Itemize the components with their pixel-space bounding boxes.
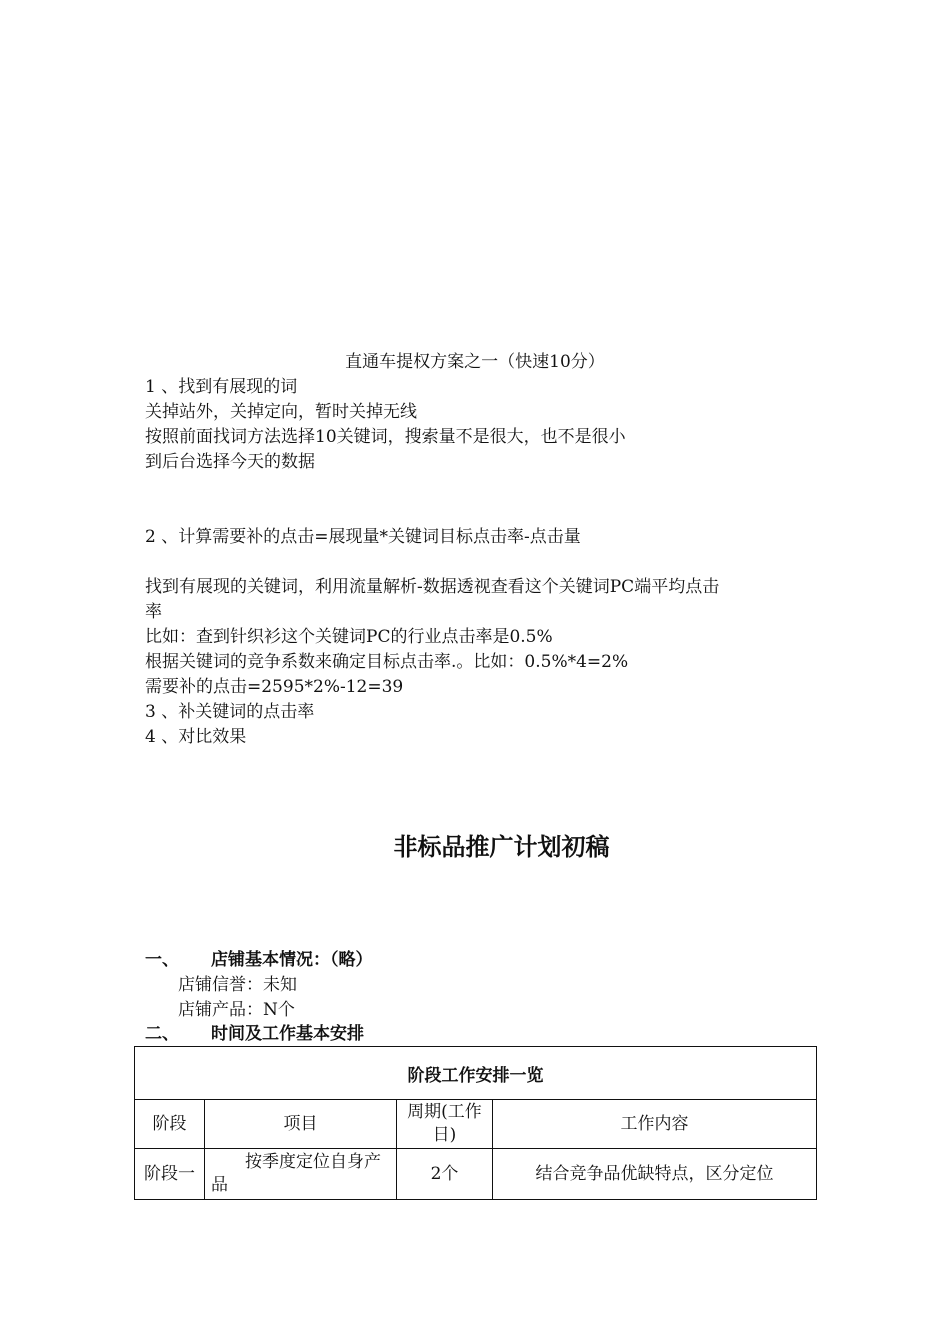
column-header-stage: 阶段 [135, 1100, 205, 1149]
schedule-table [134, 1046, 817, 1200]
body-line: 到后台选择今天的数据 [145, 452, 315, 472]
column-header-period: 周期(工作日) [397, 1100, 493, 1149]
shop-products-line: 店铺产品：N个 [178, 1000, 295, 1020]
body-line: 比如：查到针织衫这个关键词PC的行业点击率是0.5% [145, 627, 553, 647]
step-2-line: 2 、计算需要补的点击=展现量*关键词目标点击率-点击量 [145, 527, 581, 547]
doc-title-zhitongche: 直通车提权方案之一（快速10分） [345, 352, 605, 372]
section-heading-shop-info [145, 948, 373, 972]
step-4-line: 4 、对比效果 [145, 727, 247, 747]
body-line: 需要补的点击=2595*2%-12=39 [145, 677, 404, 697]
cell-content: 结合竞争品优缺特点，区分定位 [493, 1149, 817, 1200]
cell-item: 按季度定位自身产品 [205, 1149, 397, 1200]
section-heading-schedule [145, 1022, 364, 1046]
body-line: 率 [145, 602, 162, 622]
body-line: 根据关键词的竞争系数来确定目标点击率.。比如：0.5%*4=2% [145, 652, 629, 672]
column-header-content: 工作内容 [493, 1100, 817, 1149]
cell-period: 2个 [397, 1149, 493, 1200]
step-3-line: 3 、补关键词的点击率 [145, 702, 315, 722]
shop-reputation-line: 店铺信誉：未知 [178, 975, 297, 995]
section-number: 二、 [145, 1024, 179, 1044]
table-header-row [135, 1100, 817, 1149]
doc-title-promotion-plan: 非标品推广计划初稿 [393, 833, 610, 861]
table-caption: 阶段工作安排一览 [135, 1047, 817, 1100]
cell-stage: 阶段一 [135, 1149, 205, 1200]
step-1-line: 1 、找到有展现的词 [145, 377, 298, 397]
body-line: 关掉站外，关掉定向，暂时关掉无线 [145, 402, 417, 422]
column-header-item: 项目 [205, 1100, 397, 1149]
section-number: 一、 [145, 950, 179, 970]
body-line: 按照前面找词方法选择10关键词，搜索量不是很大，也不是很小 [145, 427, 626, 447]
section-heading-text: 店铺基本情况：（略） [211, 950, 373, 970]
body-line: 找到有展现的关键词，利用流量解析-数据透视查看这个关键词PC端平均点击 [145, 577, 720, 597]
table-row [135, 1149, 817, 1200]
section-heading-text: 时间及工作基本安排 [211, 1024, 364, 1044]
